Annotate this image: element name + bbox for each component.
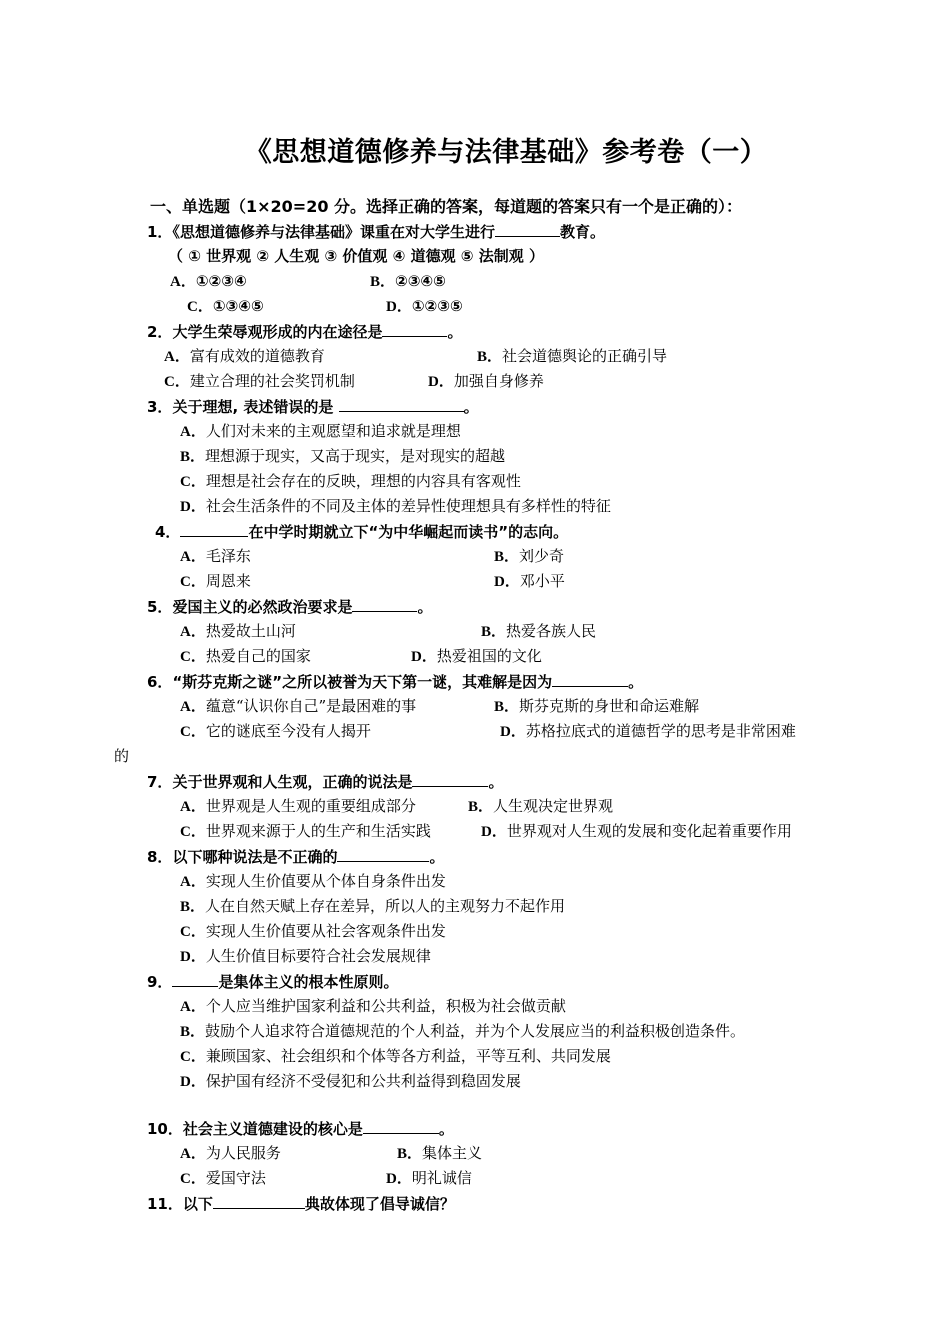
question-8-stem: 8．以下哪种说法是不正确的 。 <box>147 844 444 869</box>
question-4-stem: 4． 在中学时期就立下“为中华崛起而读书”的志向。 <box>155 519 568 544</box>
question-1-option-d: D．①②③⑤ <box>386 297 463 315</box>
question-5-option-b: B．热爱各族人民 <box>481 622 597 640</box>
question-1-option-c: C．①③④⑤ <box>187 297 264 315</box>
question-1-stem: 1．《思想道德修养与法律基础》课重在对大学生进行 教育。 <box>147 219 605 244</box>
question-4-option-a: A．毛泽东 <box>180 547 251 565</box>
question-4-option-b: B．刘少奇 <box>494 547 565 565</box>
question-11-stem: 11．以下 典故体现了倡导诚信？ <box>147 1191 455 1216</box>
question-9-option-c: C．兼顾国家、社会组织和个体等各方利益，平等互利、共同发展 <box>180 1047 611 1065</box>
question-9-option-a: A．个人应当维护国家利益和公共利益，积极为社会做贡献 <box>180 997 566 1015</box>
question-4-option-c: C．周恩来 <box>180 572 251 590</box>
question-10-stem: 10．社会主义道德建设的核心是 。 <box>147 1116 454 1141</box>
question-8-option-c: C．实现人生价值要从社会客观条件出发 <box>180 922 446 940</box>
question-9-option-d: D．保护国有经济不受侵犯和公共利益得到稳固发展 <box>180 1072 521 1090</box>
answer-blank <box>213 1191 305 1209</box>
question-10-option-b: B．集体主义 <box>397 1144 483 1162</box>
question-8-option-d: D．人生价值目标要符合社会发展规律 <box>180 947 431 965</box>
question-7-option-d: D．世界观对人生观的发展和变化起着重要作用 <box>481 822 792 840</box>
question-5-stem: 5．爱国主义的必然政治要求是 。 <box>147 594 432 619</box>
question-7-stem: 7．关于世界观和人生观，正确的说法是 。 <box>147 769 503 794</box>
question-1-option-a: A．①②③④ <box>170 272 247 290</box>
question-7-option-c: C．世界观来源于人的生产和生活实践 <box>180 822 431 840</box>
question-10-option-d: D．明礼诚信 <box>386 1169 472 1187</box>
question-8-option-a: A．实现人生价值要从个体自身条件出发 <box>180 872 446 890</box>
question-1-option-b: B．②③④⑤ <box>370 272 446 290</box>
question-4-option-d: D．邓小平 <box>494 572 565 590</box>
question-1-items: （ ① 世界观 ② 人生观 ③ 价值观 ④ 道德观 ⑤ 法制观 ） <box>168 247 544 265</box>
question-3-option-b: B．理想源于现实，又高于现实，是对现实的超越 <box>180 447 506 465</box>
question-2-option-b: B．社会道德舆论的正确引导 <box>477 347 668 365</box>
answer-blank <box>180 519 248 537</box>
answer-blank <box>495 219 560 237</box>
question-2-option-a: A．富有成效的道德教育 <box>164 347 325 365</box>
question-7-option-b: B．人生观决定世界观 <box>468 797 614 815</box>
answer-blank <box>337 844 429 862</box>
question-6-stem: 6．“斯芬克斯之谜”之所以被誉为天下第一谜，其难解是因为 。 <box>147 669 643 694</box>
question-7-option-a: A．世界观是人生观的重要组成部分 <box>180 797 416 815</box>
question-10-option-c: C．爱国守法 <box>180 1169 266 1187</box>
question-2-option-d: D．加强自身修养 <box>428 372 544 390</box>
question-2-option-c: C．建立合理的社会奖罚机制 <box>164 372 355 390</box>
question-6-option-d: D．苏格拉底式的道德哲学的思考是非常困难 <box>500 722 796 740</box>
question-6-option-c: C．它的谜底至今没有人揭开 <box>180 722 371 740</box>
answer-blank <box>552 669 628 687</box>
question-6-option-d-wrap: 的 <box>114 747 130 765</box>
answer-blank <box>382 319 447 337</box>
question-9-stem: 9． 是集体主义的根本性原则。 <box>147 969 398 994</box>
question-5-option-a: A．热爱故土山河 <box>180 622 296 640</box>
question-number: 1． <box>147 223 173 241</box>
question-8-option-b: B．人在自然天赋上存在差异，所以人的主观努力不起作用 <box>180 897 566 915</box>
answer-blank <box>363 1116 439 1134</box>
question-3-option-d: D．社会生活条件的不同及主体的差异性使理想具有多样性的特征 <box>180 497 611 515</box>
question-3-stem: 3．关于理想, 表述错误的是 。 <box>147 394 479 419</box>
page-title: 《思想道德修养与法律基础》参考卷（一） <box>244 137 768 168</box>
question-9-option-b: B．鼓励个人追求符合道德规范的个人利益，并为个人发展应当的利益积极创造条件。 <box>180 1022 746 1040</box>
question-5-option-c: C．热爱自己的国家 <box>180 647 311 665</box>
answer-blank <box>172 969 218 987</box>
question-6-option-a: A．蕴意“认识你自己”是最困难的事 <box>180 697 417 715</box>
question-2-stem: 2．大学生荣辱观形成的内在途径是 。 <box>147 319 462 344</box>
answer-blank <box>339 394 464 412</box>
question-6-option-b: B．斯芬克斯的身世和命运难解 <box>494 697 700 715</box>
question-3-option-a: A．人们对未来的主观愿望和追求就是理想 <box>180 422 461 440</box>
answer-blank <box>412 769 488 787</box>
question-3-option-c: C．理想是社会存在的反映，理想的内容具有客观性 <box>180 472 521 490</box>
question-10-option-a: A．为人民服务 <box>180 1144 281 1162</box>
question-5-option-d: D．热爱祖国的文化 <box>411 647 542 665</box>
section-heading: 一、单选题（1×20=20 分。选择正确的答案，每道题的答案只有一个是正确的）： <box>150 197 743 216</box>
answer-blank <box>352 594 417 612</box>
